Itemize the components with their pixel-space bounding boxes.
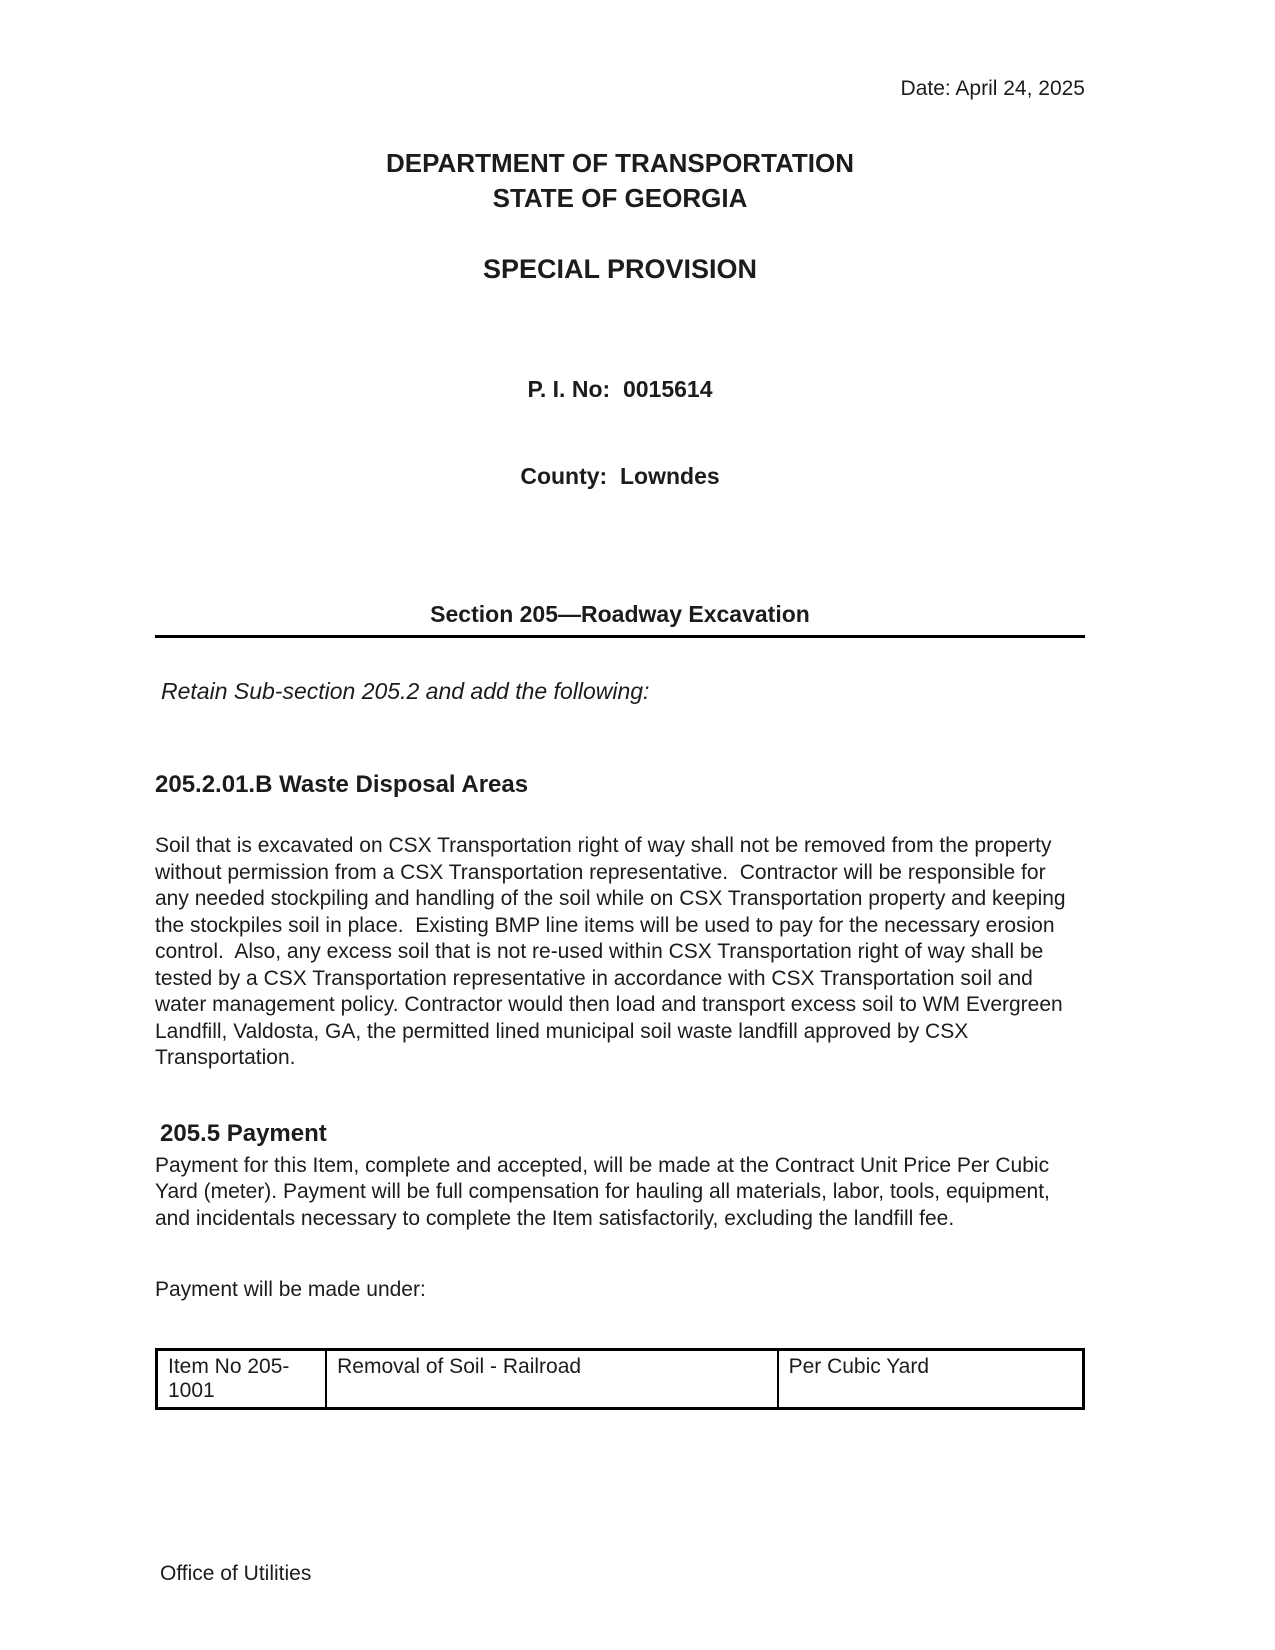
pi-number-line: P. I. No: 0015614 [527,376,713,402]
document-type-title: SPECIAL PROVISION [482,254,758,284]
waste-disposal-heading: 205.2.01.B Waste Disposal Areas [155,771,529,798]
payment-table-unit: Per Cubic Yard [778,1350,1084,1409]
agency-title-line2: STATE OF GEORGIA [492,183,748,213]
office-of-utilities-footer: Office of Utilities [160,1562,312,1585]
county-line: County: Lowndes [520,463,720,489]
payment-table-row [157,1350,1084,1409]
project-id-block [155,317,1085,549]
payment-table-item-no: Item No 205-1001 [157,1350,327,1409]
retain-instruction: Retain Sub-section 205.2 and add the following: [161,678,650,704]
payment-table [155,1348,1085,1410]
date-line: Date: April 24, 2025 [900,77,1085,100]
waste-disposal-body: Soil that is excavated on CSX Transportation right of way shall not be removed from the property without permission from a CSX Transportation representative. Contractor will be responsible for any needed stockpiling and handling of the soil while on CSX Transportation property and keeping the stockpiles soil in place. Existing BMP line items will be used to pay for the necessary erosion control. Also, any excess soil that is not re-used within CSX Transportation right of way shall be tested by a CSX Transportation representative in accordance with CSX Transportation soil and water management policy. Contractor would then load and transport excess soil to WM Evergreen Landfill, Valdosta, GA, the permitted lined municipal soil waste landfill approved by CSX Transportation. [155,834,1072,1069]
payment-heading: 205.5 Payment [160,1119,327,1147]
agency-title-line1: DEPARTMENT OF TRANSPORTATION [386,148,854,178]
payment-table-description: Removal of Soil - Railroad [326,1350,777,1409]
section-heading: Section 205—Roadway Excavation [430,601,810,627]
header-block [155,146,1085,216]
payment-made-under-line: Payment will be made under: [155,1278,426,1301]
payment-body: Payment for this Item, complete and accepted, will be made at the Contract Unit Price Per Cubic Yard (meter). Payment will be full compensation for hauling all materials, labor, tools, equipment, and incidentals necessary to complete the Item satisfactorily, excluding the landfill fee. [155,1153,1056,1230]
section-heading-rule [155,601,1085,638]
